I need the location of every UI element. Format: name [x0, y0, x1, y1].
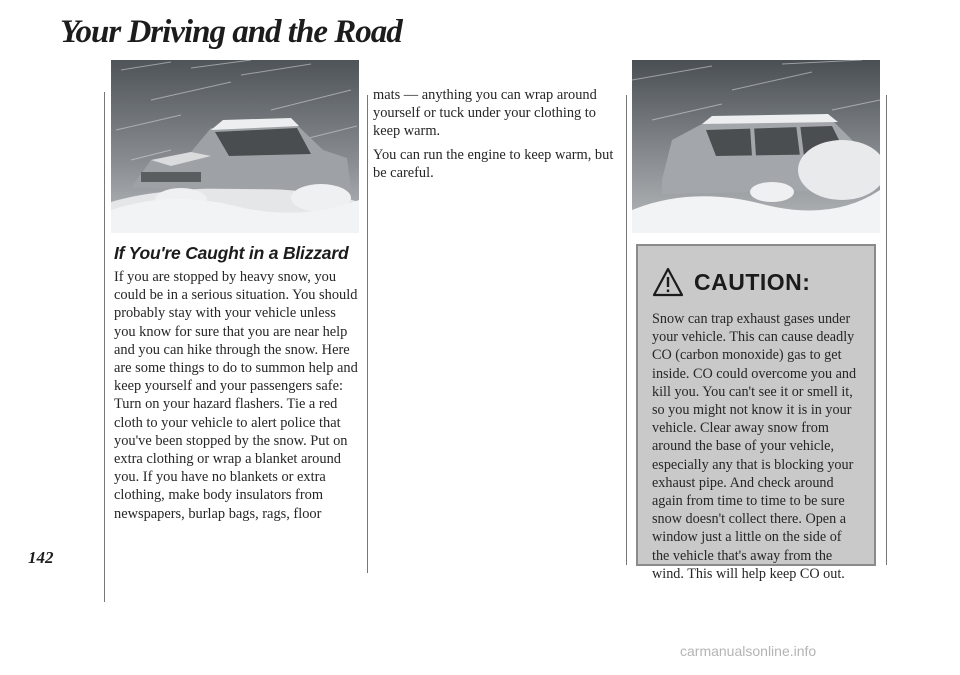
caution-title: CAUTION: [694, 268, 811, 295]
section-heading: If You're Caught in a Blizzard [114, 243, 349, 263]
blizzard-car-illustration [111, 60, 359, 233]
caution-text: Snow can trap exhaust gases under your vehicle. This can cause deadly CO (carbon monoxide) gas to get inside. CO could overcome you and kill you. You can't see it or smell it, so you might not know it is in your vehicle. Clear away snow from around the base of your vehicle, especially any that is blocking your exhaust pipe. And check around again from time to time to be sure snow doesn't collect there. Open a window just a little on the side of the vehicle that's away from the wind. This will help keep CO out. [652, 311, 857, 582]
column2-text [373, 86, 617, 187]
chapter-title: Your Driving and the Road [60, 14, 402, 50]
caution-header [652, 262, 860, 302]
page-number: 142 [28, 548, 54, 567]
column2-paragraph-1: mats — anything you can wrap around yourself or tuck under your clothing to keep warm. [373, 87, 597, 140]
warning-triangle-icon [652, 267, 684, 297]
left-margin-rule [104, 92, 105, 602]
column2-paragraph-2: You can run the engine to keep warm, but be careful. [373, 146, 614, 181]
column1-paragraph: If you are stopped by heavy snow, you could be in a serious situation. You should probably stay with your vehicle unless you know for sure that you are near help and you can hike through the snow. Here are some things to do to summon help and keep yourself and your passengers safe: Turn on your hazard flashers. Tie a red cloth to your vehicle to alert police that you've been stopped by the snow. Put on extra clothing or wrap a blanket around you. If you have no blankets or extra clothing, make body insulators from newspapers, burlap bags, rags, floor [114, 269, 358, 522]
column-divider-rule [367, 95, 368, 573]
caution-box [636, 244, 876, 582]
right-margin-rule [886, 95, 887, 565]
right-column-left-rule [626, 95, 627, 565]
watermark-text: carmanualsonline.info [680, 643, 817, 659]
snowdrift-car-illustration [632, 60, 880, 233]
